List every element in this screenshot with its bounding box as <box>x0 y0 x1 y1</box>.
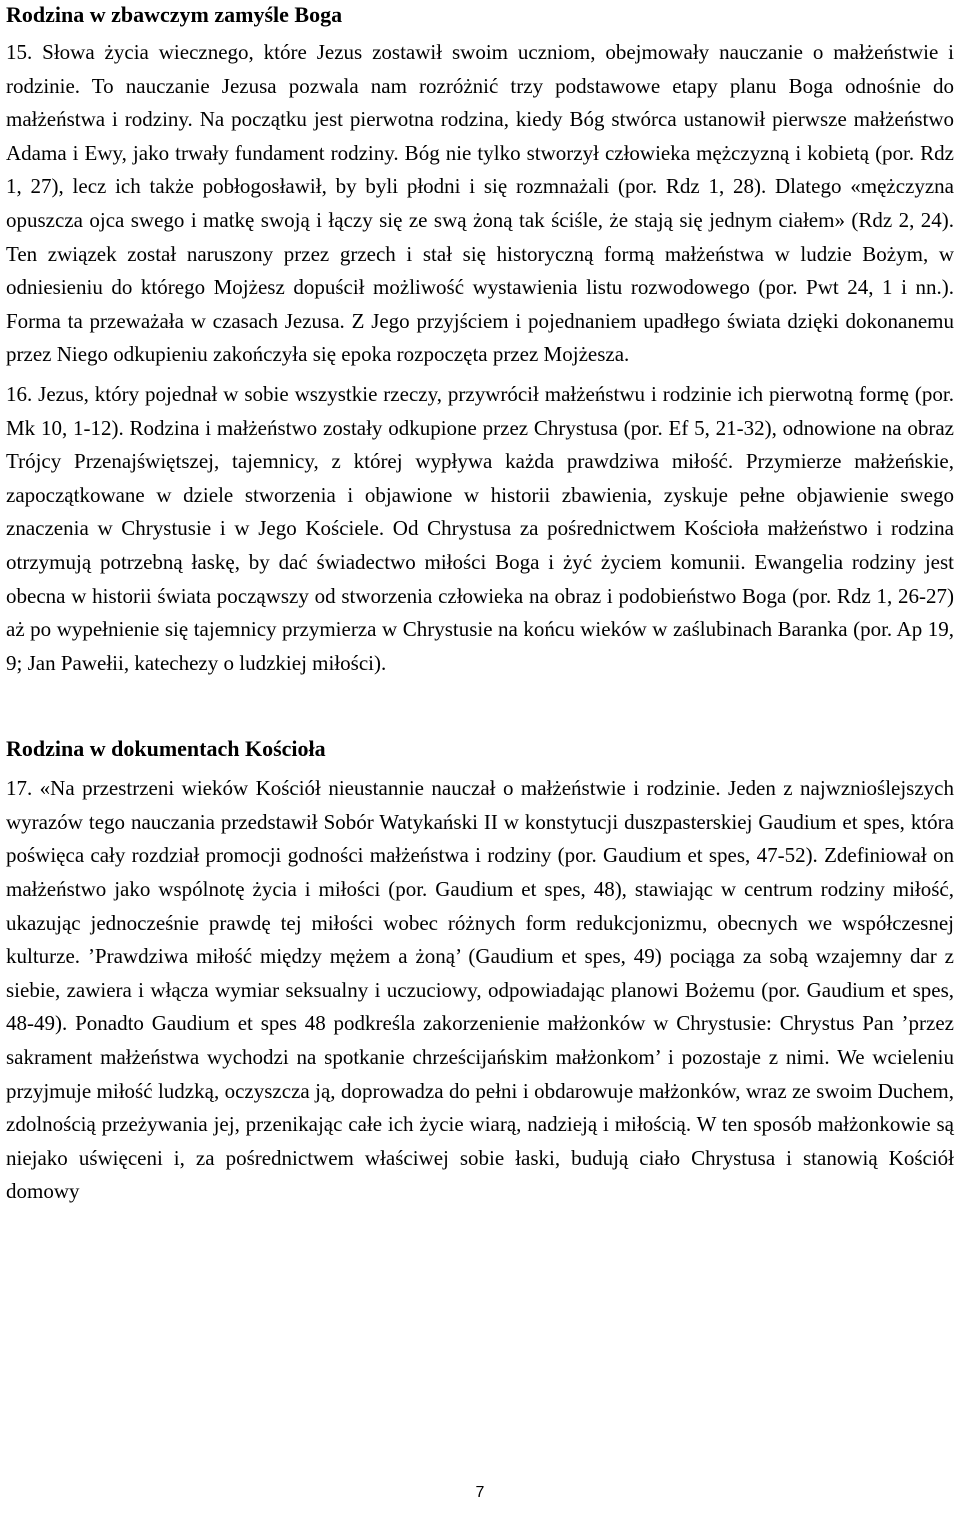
section-heading-salvation-plan: Rodzina w zbawczym zamyśle Boga <box>6 2 343 27</box>
section-heading-church-documents: Rodzina w dokumentach Kościoła <box>6 736 326 762</box>
paragraph-17: 17. «Na przestrzeni wieków Kościół nieustannie nauczał o małżeństwie i rodzinie. Jeden z najwznioślejszych wyrazów tego nauczania przedstawił Sobór Watykański II w konstytucji duszpasterskiej Gaudium et spes, która poświęca cały rozdział promocji godności małżeństwa i rodziny (por. Gaudium et spes, 47-52). Zdefiniował on małżeństwo jako wspólnotę życia i miłości (por. Gaudium et spes, 48), stawiając w centrum rodziny miłość, ukazując jednocześnie prawdę tej miłości wobec różnych form redukcjonizmu, obecnych we współczesnej kulturze. ’Prawdziwa miłość między mężem a żoną’ (Gaudium et spes, 49) pociąga za sobą wzajemny dar z siebie, zawiera i włącza wymiar seksualny i uczuciowy, odpowiadając planowi Bożemu (por. Gaudium et spes, 48-49). Ponadto Gaudium et spes 48 podkreśla zakorzenienie małżonków w Chrystusie: Chrystus Pan ’przez sakrament małżeństwa wychodzi na spotkanie chrześcijańskim małżonkom’ i pozostaje z nimi. We wcieleniu przyjmuje miłość ludzką, oczyszcza ją, doprowadza do pełni i obdarowuje małżonków, wraz ze swoim Duchem, zdolnością przeżywania jej, przenikając całe ich życie wiarą, nadzieją i miłością. W ten sposób małżonkowie są niejako uświęceni i, za pośrednictwem właściwej sobie łaski, budują ciało Chrystusa i stanowią Kościół domowy <box>6 776 954 1204</box>
document-page <box>6 0 954 1209</box>
paragraph-16: 16. Jezus, który pojednał w sobie wszystkie rzeczy, przywrócił małżeństwu i rodzinie ich pierwotną formę (por. Mk 10, 1-12). Rodzina i małżeństwo zostały odkupione przez Chrystusa (por. Ef 5, 21-32), odnowione na obraz Trójcy Przenajświętszej, tajemnicy, z której wypływa każda prawdziwa miłość. Przymierze małżeńskie, zapoczątkowane w dziele stworzenia i objawione w historii zbawienia, zyskuje pełne objawienie swego znaczenia w Chrystusie i w Jego Kościele. Od Chrystusa za pośrednictwem Kościoła małżeństwo i rodzina otrzymują potrzebną łaskę, by dać świadectwo miłości Boga i żyć życiem komunii. Ewangelia rodziny jest obecna w historii świata począwszy od stworzenia człowieka na obraz i podobieństwo Boga (por. Rdz 1, 26-27) aż po wypełnienie się tajemnicy przymierza w Chrystusie na końcu wieków w zaślubinach Baranka (por. Ap 19, 9; Jan Pawełii, katechezy o ludzkiej miłości). <box>6 381 954 675</box>
page-number: 7 <box>475 1484 485 1501</box>
paragraph-15: 15. Słowa życia wiecznego, które Jezus zostawił swoim uczniom, obejmowały nauczanie o małżeństwie i rodzinie. To nauczanie Jezusa pozwala nam rozróżnić trzy podstawowe etapy planu Boga odnośnie do małżeństwa i rodziny. Na początku jest pierwotna rodzina, kiedy Bóg stwórca ustanowił pierwsze małżeństwo Adama i Ewy, jako trwały fundament rodziny. Bóg nie tylko stworzył człowieka mężczyzną i kobietą (por. Rdz 1, 27), lecz ich także pobłogosławił, by byli płodni i się rozmnażali (por. Rdz 1, 28). Dlatego «mężczyzna opuszcza ojca swego i matkę swoją i łączy się ze swą żoną tak ściśle, że stają się jednym ciałem» (Rdz 2, 24). Ten związek został naruszony przez grzech i stał się historyczną formą małżeństwa w ludzie Bożym, w odniesieniu do którego Mojżesz dopuścił możliwość wystawienia listu rozwodowego (por. Pwt 24, 1 i nn.). Forma ta przeważała w czasach Jezusa. Z Jego przyjściem i pojednaniem upadłego świata dzięki dokonanemu przez Niego odkupieniu zakończyła się epoka rozpoczęta przez Mojżesza. <box>6 40 954 367</box>
